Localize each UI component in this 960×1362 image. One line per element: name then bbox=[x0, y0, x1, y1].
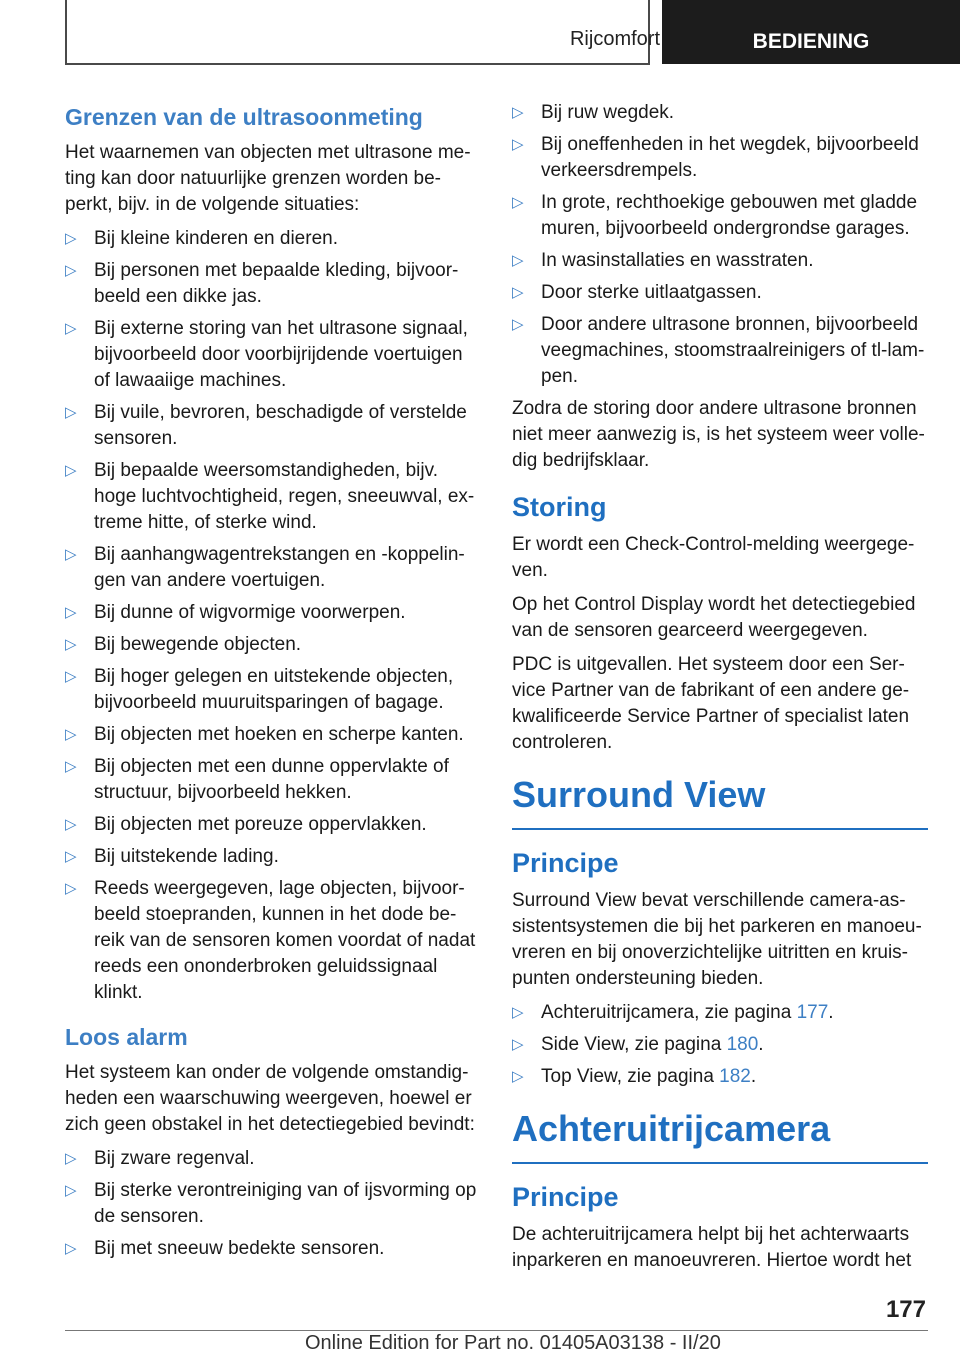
triangle-bullet-icon: ▷ bbox=[512, 1068, 524, 1085]
list-item: ▷ Side View, zie pagina 180. bbox=[512, 1032, 928, 1058]
grenzen-list bbox=[65, 226, 478, 1006]
list-item: ▷ Door andere ultrasone bronnen, bijvoorbeeld veegmachines, stoomstraalreinigers of tl-lam-pen. bbox=[512, 314, 925, 387]
section-rule bbox=[512, 828, 928, 830]
heading-grenzen: Grenzen van de ultrasoonmeting bbox=[65, 104, 423, 130]
list-item: ▷ Bij dunne of wigvormige voorwerpen. bbox=[65, 600, 478, 626]
triangle-bullet-icon: ▷ bbox=[65, 668, 77, 685]
triangle-bullet-icon: ▷ bbox=[65, 1240, 77, 1257]
triangle-bullet-icon: ▷ bbox=[65, 462, 77, 479]
triangle-bullet-icon: ▷ bbox=[512, 316, 524, 333]
loos-list bbox=[65, 1146, 478, 1262]
triangle-bullet-icon: ▷ bbox=[65, 230, 77, 247]
list-item: ▷ Bij objecten met poreuze oppervlakken. bbox=[65, 812, 478, 838]
heading-surround-view: Surround View bbox=[512, 774, 766, 815]
list-item: ▷ Bij sterke verontreiniging van of ijsvorming op de sensoren. bbox=[65, 1180, 477, 1227]
triangle-bullet-icon: ▷ bbox=[512, 1036, 524, 1053]
list-item: ▷ Door sterke uitlaatgassen. bbox=[512, 280, 928, 306]
page-link[interactable]: 177 bbox=[796, 1002, 829, 1023]
header-rule-bottom bbox=[65, 63, 650, 65]
header-chapter-label: BEDIENING bbox=[752, 30, 870, 53]
grenzen-intro: Het waarnemen van objecten met ultrasone me-ting kan door natuurlijke grenzen worden be-perkt, bijv. in de volgende situaties: bbox=[65, 142, 471, 215]
continued-list bbox=[512, 100, 928, 390]
triangle-bullet-icon: ▷ bbox=[65, 636, 77, 653]
header-chapter-tab bbox=[662, 0, 960, 64]
storing-paragraph-3: PDC is uitgevallen. Het systeem door een Ser-vice Partner van de fabrikant of een andere ge-kwalificeerde Service Partner of specialist laten controleren. bbox=[512, 654, 910, 753]
principe-paragraph: Surround View bevat verschillende camera-as-sistentsystemen die bij het parkeren en manoeu-vreren en bij onoverzichtelijke uitritten en kruis-punten ondersteuning bieden. bbox=[512, 890, 922, 989]
principe-paragraph: De achteruitrijcamera helpt bij het achterwaarts inparkeren en manoeuvreren. Hiertoe wordt het bbox=[512, 1224, 912, 1271]
storing-paragraph-2: Op het Control Display wordt het detectiegebied van de sensoren gearceerd weergegeven. bbox=[512, 594, 916, 641]
heading-principe: Principe bbox=[512, 848, 619, 878]
list-item: ▷ Bij objecten met een dunne oppervlakte of structuur, bijvoorbeeld hekken. bbox=[65, 756, 449, 803]
triangle-bullet-icon: ▷ bbox=[65, 1150, 77, 1167]
loos-intro: Het systeem kan onder de volgende omstandig-heden een waarschuwing weergeven, hoewel er zich geen obstakel in het detectiegebied bevindt: bbox=[65, 1062, 475, 1135]
heading-loos-alarm: Loos alarm bbox=[65, 1024, 188, 1050]
footer-edition: Online Edition for Part no. 01405A03138 - II/20 bbox=[305, 1332, 721, 1354]
triangle-bullet-icon: ▷ bbox=[65, 546, 77, 563]
list-item: ▷ Bij bepaalde weersomstandigheden, bijv. hoge luchtvochtigheid, regen, sneeuwval, ex-treme hitte, of sterke wind. bbox=[65, 460, 475, 533]
list-item: ▷ Bij uitstekende lading. bbox=[65, 844, 478, 870]
list-item: ▷ Reeds weergegeven, lage objecten, bijvoor-beeld stoepranden, kunnen in het dode be-reik van de sensoren komen voordat of nadat reeds een ononderbroken geluidssignaal klinkt. bbox=[65, 878, 476, 1003]
triangle-bullet-icon: ▷ bbox=[65, 320, 77, 337]
triangle-bullet-icon: ▷ bbox=[65, 1182, 77, 1199]
triangle-bullet-icon: ▷ bbox=[512, 1004, 524, 1021]
page-link[interactable]: 182 bbox=[719, 1066, 751, 1087]
list-item: ▷ Bij hoger gelegen en uitstekende objecten, bijvoorbeeld muuruitsparingen of bagage. bbox=[65, 666, 454, 713]
footer-rule bbox=[65, 1330, 928, 1331]
right-column bbox=[512, 100, 928, 1282]
triangle-bullet-icon: ▷ bbox=[65, 880, 77, 897]
triangle-bullet-icon: ▷ bbox=[65, 604, 77, 621]
list-item: ▷ Bij bewegende objecten. bbox=[65, 632, 478, 658]
list-item: ▷ Achteruitrijcamera, zie pagina 177. bbox=[512, 1000, 928, 1026]
triangle-bullet-icon: ▷ bbox=[512, 252, 524, 269]
list-item: ▷ Bij objecten met hoeken en scherpe kanten. bbox=[65, 722, 478, 748]
triangle-bullet-icon: ▷ bbox=[65, 726, 77, 743]
heading-achteruitrijcamera: Achteruitrijcamera bbox=[512, 1108, 831, 1149]
page-number: 177 bbox=[885, 1296, 926, 1323]
triangle-bullet-icon: ▷ bbox=[512, 284, 524, 301]
triangle-bullet-icon: ▷ bbox=[65, 262, 77, 279]
triangle-bullet-icon: ▷ bbox=[65, 404, 77, 421]
list-item: ▷ In wasinstallaties en wasstraten. bbox=[512, 248, 928, 274]
reference-list bbox=[512, 1000, 928, 1090]
triangle-bullet-icon: ▷ bbox=[512, 136, 524, 153]
list-item: ▷ In grote, rechthoekige gebouwen met gladde muren, bijvoorbeeld ondergrondse garages. bbox=[512, 192, 918, 239]
list-item: ▷ Bij zware regenval. bbox=[65, 1146, 478, 1172]
continued-paragraph: Zodra de storing door andere ultrasone bronnen niet meer aanwezig is, is het systeem weer volle-dig bedrijfsklaar. bbox=[512, 398, 925, 471]
header-rule-left bbox=[65, 0, 67, 64]
section-rule bbox=[512, 1162, 928, 1164]
list-item: ▷ Bij externe storing van het ultrasone signaal, bijvoorbeeld door voorbijrijdende voertuigen of lawaaiige machines. bbox=[65, 318, 468, 391]
triangle-bullet-icon: ▷ bbox=[512, 194, 524, 211]
list-item: ▷ Bij personen met bepaalde kleding, bijvoor-beeld een dikke jas. bbox=[65, 260, 459, 307]
list-item: ▷ Bij aanhangwagentrekstangen en -koppelin-gen van andere voertuigen. bbox=[65, 544, 465, 591]
page-link[interactable]: 180 bbox=[726, 1034, 759, 1055]
triangle-bullet-icon: ▷ bbox=[65, 848, 77, 865]
header-section-title: Rijcomfort bbox=[569, 28, 660, 50]
list-item: ▷ Bij oneffenheden in het wegdek, bijvoorbeeld verkeersdrempels. bbox=[512, 134, 919, 181]
list-item: ▷ Bij kleine kinderen en dieren. bbox=[65, 226, 478, 252]
left-column bbox=[65, 100, 478, 1268]
list-item: ▷ Bij met sneeuw bedekte sensoren. bbox=[65, 1236, 478, 1262]
triangle-bullet-icon: ▷ bbox=[65, 816, 77, 833]
list-item: ▷ Top View, zie pagina 182. bbox=[512, 1064, 928, 1090]
list-item: ▷ Bij ruw wegdek. bbox=[512, 100, 928, 126]
heading-principe: Principe bbox=[512, 1182, 619, 1212]
triangle-bullet-icon: ▷ bbox=[512, 104, 524, 121]
list-item: ▷ Bij vuile, bevroren, beschadigde of verstelde sensoren. bbox=[65, 402, 467, 449]
triangle-bullet-icon: ▷ bbox=[65, 758, 77, 775]
storing-paragraph-1: Er wordt een Check-Control-melding weergege-ven. bbox=[512, 534, 915, 581]
heading-storing: Storing bbox=[512, 492, 607, 522]
